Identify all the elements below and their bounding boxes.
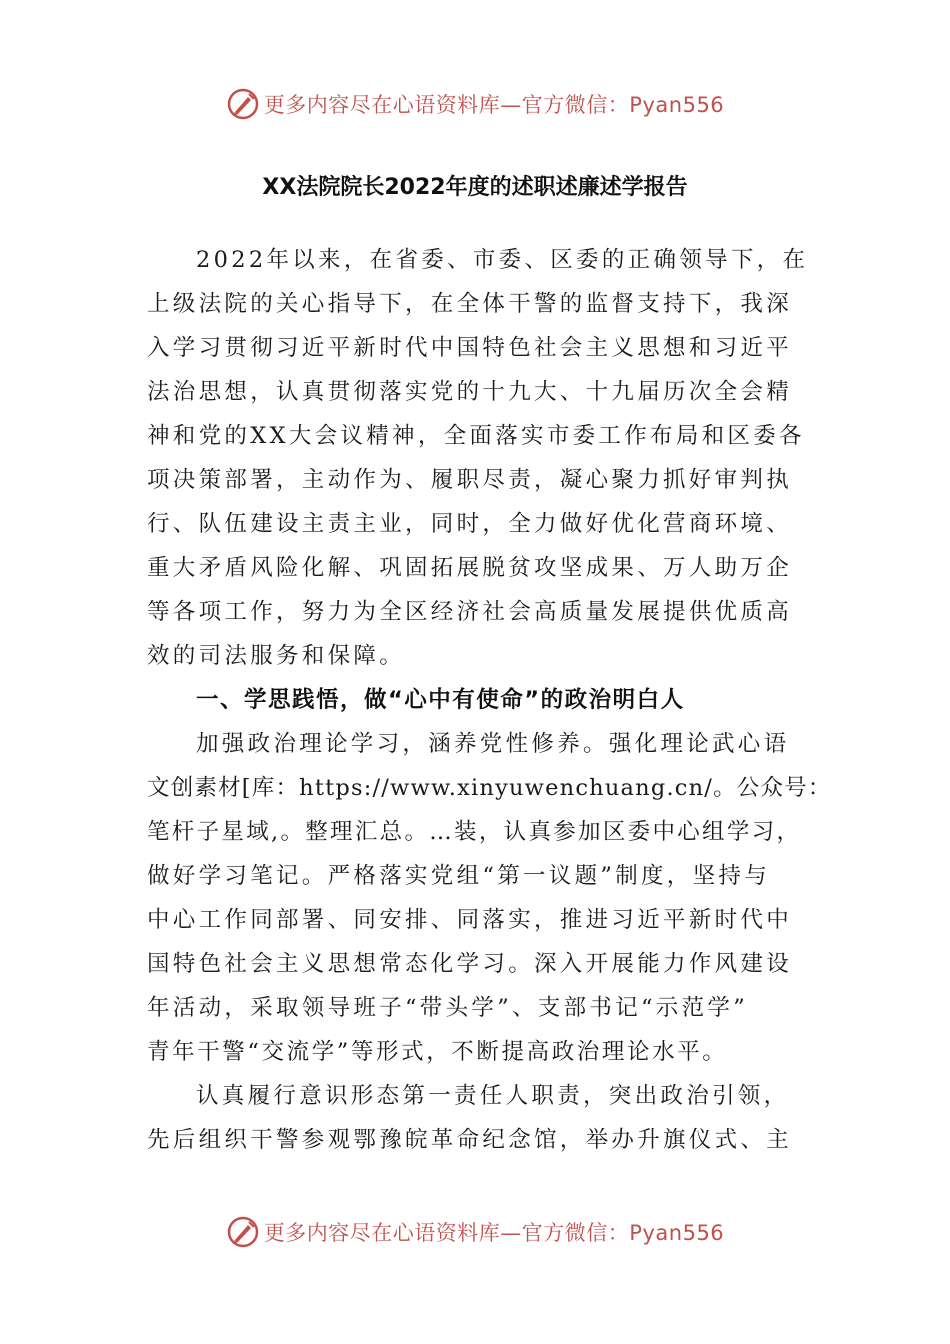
paragraph-line: 认真履行意识形态第一责任人职责，突出政治引领， — [196, 1083, 790, 1109]
paragraph-line: 入学习贯彻习近平新时代中国特色社会主义思想和习近平 — [147, 335, 793, 361]
paragraph-line: 中心工作同部署、同安排、同落实，推进习近平新时代中 — [147, 907, 793, 933]
footer-banner — [0, 1212, 950, 1252]
pen-logo-icon — [226, 87, 260, 121]
paragraph-line: 先后组织干警参观鄂豫皖革命纪念馆，举办升旗仪式、主 — [147, 1127, 793, 1153]
paragraph-line: 文创素材[库：https://www.xinyuwenchuang.cn/。公众号： — [147, 775, 832, 801]
section-heading: 一、学思践悟，做“心中有使命”的政治明白人 — [196, 687, 685, 713]
paragraph-line: 国特色社会主义思想常态化学习。深入开展能力作风建设 — [147, 951, 793, 977]
paragraph-line: 上级法院的关心指导下，在全体干警的监督支持下，我深 — [147, 291, 793, 317]
paragraph-line: 神和党的XX大会议精神，全面落实市委工作布局和区委各 — [147, 423, 805, 449]
paragraph-line: 笔杆子星域,。整理汇总。…装，认真参加区委中心组学习， — [147, 819, 802, 845]
paragraph-line: 法治思想，认真贯彻落实党的十九大、十九届历次全会精 — [147, 379, 793, 405]
footer-banner-text: 更多内容尽在心语资料库—官方微信：Pyan556 — [263, 1221, 725, 1245]
paragraph-line: 青年干警“交流学”等形式，不断提高政治理论水平。 — [147, 1039, 728, 1065]
header-banner — [0, 84, 950, 124]
document-title: XX法院院长2022年度的述职述廉述学报告 — [262, 175, 688, 200]
paragraph-line: 等各项工作，努力为全区经济社会高质量发展提供优质高 — [147, 599, 793, 625]
paragraph-line: 年活动，采取领导班子“带头学”、支部书记“示范学” — [147, 995, 749, 1021]
paragraph-line: 项决策部署，主动作为、履职尽责，凝心聚力抓好审判执 — [147, 467, 793, 493]
paragraph-line: 效的司法服务和保障。 — [147, 643, 406, 669]
paragraph-line: 2022年以来，在省委、市委、区委的正确领导下，在 — [196, 247, 809, 273]
paragraph-line: 加强政治理论学习，涵养党性修养。强化理论武心语 — [196, 731, 790, 757]
header-banner-text: 更多内容尽在心语资料库—官方微信：Pyan556 — [263, 93, 725, 117]
paragraph-line: 做好学习笔记。严格落实党组“第一议题”制度，坚持与 — [147, 863, 771, 889]
paragraph-line: 重大矛盾风险化解、巩固拓展脱贫攻坚成果、万人助万企 — [147, 555, 793, 581]
paragraph-line: 行、队伍建设主责主业，同时，全力做好优化营商环境、 — [147, 511, 793, 537]
pen-logo-icon — [226, 1215, 260, 1249]
